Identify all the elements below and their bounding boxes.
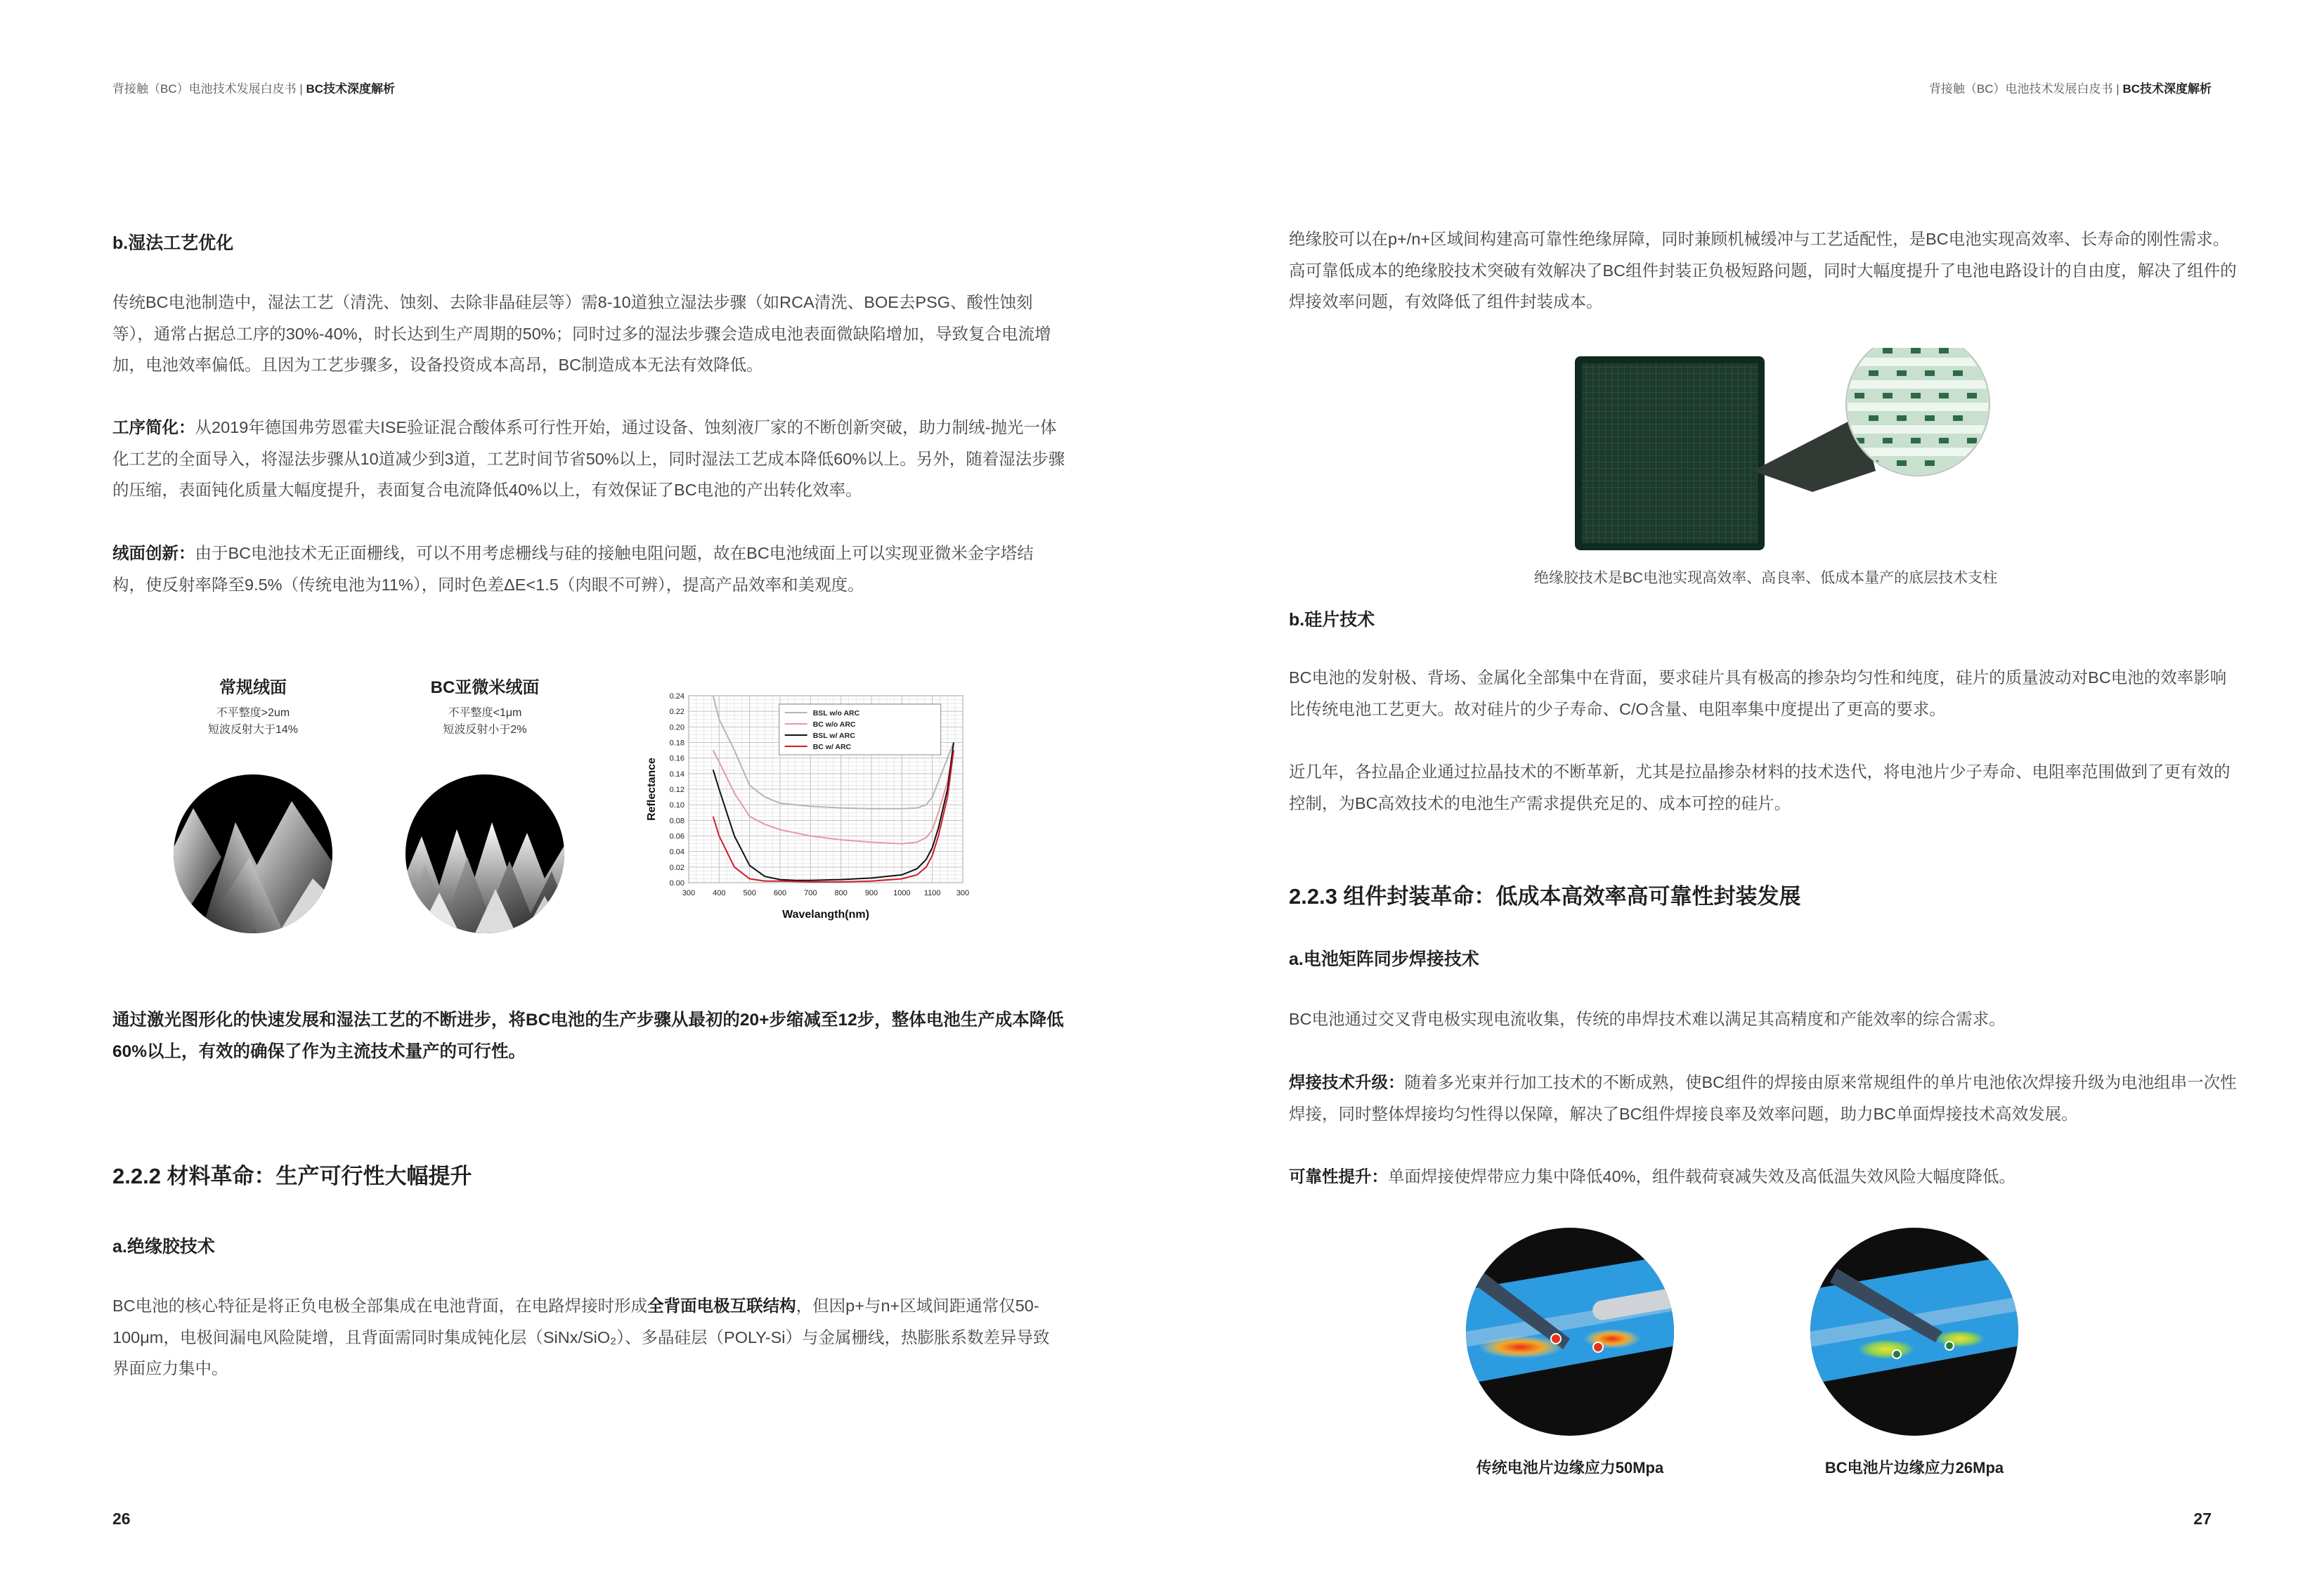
running-header: 背接触（BC）电池技术发展白皮书 | BC技术深度解析 xyxy=(112,82,396,96)
y-tick-label: 0.16 xyxy=(669,754,684,763)
y-tick-label: 0.00 xyxy=(669,879,684,888)
heading-insulation-glue: a.绝缘胶技术 xyxy=(112,1237,215,1257)
y-tick-label: 0.22 xyxy=(669,708,684,717)
paragraph-conclusion: 通过激光图形化的快速发展和湿法工艺的不断进步，将BC电池的生产步骤从最初的20+步缩减至12步，整体电池生产成本降低60%以上，有效的确保了作为主流技术量产的可行性。 xyxy=(112,1011,1064,1061)
legend-label: BSL w/ ARC xyxy=(812,732,855,740)
paragraph-welding-upgrade: 焊接技术升级：随着多光束并行加工技术的不断成熟，使BC组件的焊接由原来常规组件的单片电池依次焊接升级为电池组串一次性焊接，同时整体焊接均匀性得以保障，解决了BC组件焊接良率及效率问题，助力BC单面焊接技术高效发展。 xyxy=(1289,1073,2237,1123)
y-tick-label: 0.06 xyxy=(669,832,684,841)
heading-silicon-wafer: b.硅片技术 xyxy=(1289,610,1375,630)
reflectance-chart xyxy=(640,689,991,935)
bc-cell-insulation-image xyxy=(1573,348,2009,559)
bc-stress-caption: BC电池片边缘应力26Mpa xyxy=(1824,1459,2004,1477)
texture-bc-roughness: 不平整度<1μm xyxy=(448,707,522,719)
texture-conventional xyxy=(176,673,330,739)
running-header: 背接触（BC）电池技术发展白皮书 | BC技术深度解析 xyxy=(1928,82,2212,96)
texture-conventional-title: 常规绒面 xyxy=(219,678,287,697)
x-tick-label: 300 xyxy=(682,889,696,897)
page-number: 27 xyxy=(2193,1510,2212,1528)
y-tick-label: 0.14 xyxy=(669,770,684,779)
texture-bc-reflection: 短波反射小于2% xyxy=(443,724,527,736)
x-tick-label: 400 xyxy=(713,889,726,897)
texture-conventional-roughness: 不平整度>2um xyxy=(216,707,290,719)
legend-label: BC w/ ARC xyxy=(812,743,852,751)
heading-matrix-welding: a.电池矩阵同步焊接技术 xyxy=(1289,949,1479,969)
texture-bc-title: BC亚微米绒面 xyxy=(430,678,540,697)
conventional-texture-image xyxy=(172,773,334,935)
paragraph-wafer-2: 近几年，各拉晶企业通过拉晶技术的不断革新，尤其是拉晶掺杂材料的技术迭代，将电池片少子寿命、电阻率范围做到了更有效的控制，为BC高效技术的电池生产需求提供充足的、成本可控的硅片。 xyxy=(1289,762,2231,812)
y-tick-label: 0.04 xyxy=(669,848,684,857)
legend-label: BSL w/o ARC xyxy=(812,709,860,718)
paragraph-process-simplification: 工序简化：从2019年德国弗劳恩霍夫ISE验证混合酸体系可行性开始，通过设备、蚀刻液厂家的不断创新突破，助力制绒-抛光一体化工艺的全面导入，将湿法步骤从10道减少到3道，工艺时间节省50%以上，同时湿法工艺成本降低60%以上。另外，随着湿法步骤的压缩，表面钝化质量大幅度提升，表面复合电流降低40%以上，有效保证了BC电池的产出转化效率。 xyxy=(112,418,1065,499)
y-tick-label: 0.20 xyxy=(669,723,684,732)
chart-plot-area xyxy=(646,692,969,921)
y-tick-label: 0.08 xyxy=(669,817,684,826)
paragraph-wafer-1: BC电池的发射极、背场、金属化全部集中在背面，要求硅片具有极高的掺杂均匀性和纯度，硅片的质量波动对BC电池的效率影响比传统电池工艺更大。故对硅片的少子寿命、C/O含量、电阻率集中度提出了更高的要求。 xyxy=(1289,668,2227,718)
x-tick-label: 300 xyxy=(956,889,970,897)
x-tick-label: 1000 xyxy=(893,889,911,897)
paragraph-insulation-continued: 绝缘胶可以在p+/n+区域间构建高可靠性绝缘屏障，同时兼顾机械缓冲与工艺适配性，是BC电池实现高效率、长寿命的刚性需求。高可靠低成本的绝缘胶技术突破有效解决了BC组件封装正负极短路问题，同时大幅度提升了电池电路设计的自由度，解决了组件的焊接效率问题，有效降低了组件封装成本。 xyxy=(1289,230,2237,311)
y-tick-label: 0.18 xyxy=(669,739,684,748)
x-tick-label: 800 xyxy=(834,889,848,897)
chart-legend xyxy=(779,704,941,755)
x-tick-label: 900 xyxy=(864,889,878,897)
y-tick-label: 0.12 xyxy=(669,786,684,794)
paragraph-reliability: 可靠性提升：单面焊接使焊带应力集中降低40%，组件载荷衰减失效及高低温失效风险大幅度降低。 xyxy=(1289,1167,2016,1186)
cell-image-caption: 绝缘胶技术是BC电池实现高效率、高良率、低成本量产的底层技术支柱 xyxy=(1533,570,1998,586)
paragraph-texture-innovation: 绒面创新：由于BC电池技术无正面栅线，可以不用考虑栅线与硅的接触电阻问题，故在BC电池绒面上可以实现亚微米金字塔结构，使反射率降至9.5%（传统电池为11%），同时色差ΔE<1.5（肉眼不可辨），提高产品效率和美观度。 xyxy=(112,544,1034,594)
y-tick-label: 0.24 xyxy=(669,692,684,701)
traditional-stress-image xyxy=(1465,1226,1675,1437)
heading-material-revolution: 2.2.2 材料革命：生产可行性大幅提升 xyxy=(112,1164,472,1188)
paragraph-wet-process: 传统BC电池制造中，湿法工艺（清洗、蚀刻、去除非晶硅层等）需8-10道独立湿法步骤（如RCA清洗、BOE去PSG、酸性蚀刻等），通常占据总工序的30%-40%，时长达到生产周期的50%；同时过多的湿法步骤会造成电池表面微缺陷增加，导致复合电流增加，电池效率偏低。且因为工艺步骤多，设备投资成本高昂，BC制造成本无法有效降低。 xyxy=(112,293,1051,374)
x-tick-label: 1100 xyxy=(923,889,941,897)
texture-conventional-reflection: 短波反射大于14% xyxy=(207,724,299,736)
x-tick-label: 700 xyxy=(804,889,817,897)
heading-wet-process: b.湿法工艺优化 xyxy=(112,233,234,253)
y-axis-label: Reflectance xyxy=(646,758,658,821)
paragraph-welding: BC电池通过交叉背电极实现电流收集，传统的串焊技术难以满足其高精度和产能效率的综合需求。 xyxy=(1289,1010,2006,1028)
legend-label: BC w/o ARC xyxy=(812,720,856,729)
page-27 xyxy=(1162,0,2324,1577)
bc-submicron-texture-image xyxy=(404,773,566,935)
heading-module-packaging: 2.2.3 组件封装革命：低成本高效率高可靠性封装发展 xyxy=(1289,884,1801,909)
page-number: 26 xyxy=(112,1510,131,1528)
bc-stress-image xyxy=(1809,1226,2020,1437)
x-tick-label: 600 xyxy=(773,889,787,897)
paragraph-insulation: BC电池的核心特征是将正负电极全部集成在电池背面，在电路焊接时形成全背面电极互联结构，但因p+与n+区域间距通常仅50-100μm，电极间漏电风险陡增，且背面需同时集成钝化层（SiNx/SiO₂）、多晶硅层（POLY-Si）与金属栅线，热膨胀系数差异导致界面应力集中。 xyxy=(112,1297,1050,1377)
x-tick-label: 500 xyxy=(743,889,756,897)
traditional-stress-caption: 传统电池片边缘应力50Mpa xyxy=(1476,1459,1664,1477)
y-tick-label: 0.02 xyxy=(669,863,684,872)
x-axis-label: Wavelangth(nm) xyxy=(782,909,869,921)
texture-bc xyxy=(401,673,569,739)
y-tick-label: 0.10 xyxy=(669,801,684,810)
